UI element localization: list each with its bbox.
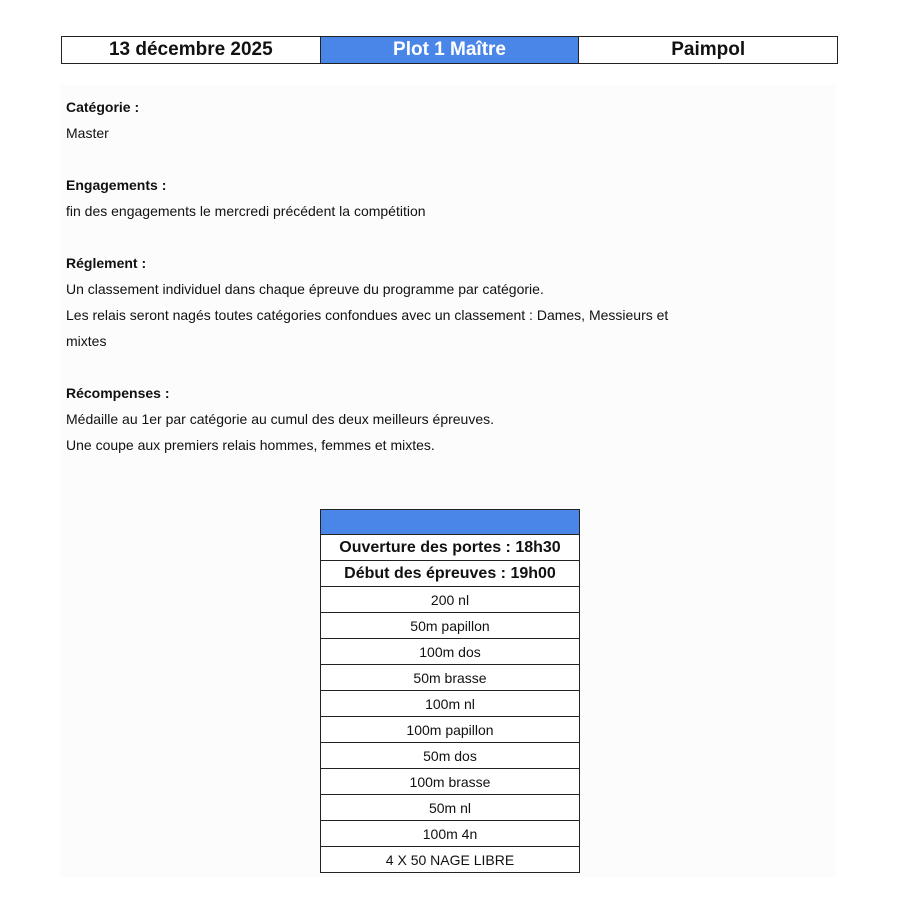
event-location: Paimpol <box>671 39 746 60</box>
section-categorie <box>66 94 766 146</box>
table-row <box>321 613 580 639</box>
event-cell: 100m papillon <box>321 717 580 743</box>
event-cell: 200 nl <box>321 587 580 613</box>
event-cell: 50m brasse <box>321 665 580 691</box>
section-reglement <box>66 250 766 354</box>
event-date: 13 décembre 2025 <box>62 37 321 63</box>
event-cell: 100m 4n <box>321 821 580 847</box>
section-recompenses <box>66 380 766 458</box>
table-row <box>321 665 580 691</box>
event-cell: 50m dos <box>321 743 580 769</box>
opening-time: Ouverture des portes : 18h30 <box>321 535 580 561</box>
schedule-row-opening <box>321 535 580 561</box>
schedule-row-start <box>321 561 580 587</box>
table-row <box>321 587 580 613</box>
info-sections <box>66 94 766 484</box>
table-row <box>321 743 580 769</box>
event-cell: 4 X 50 NAGE LIBRE <box>321 847 580 873</box>
table-row <box>321 769 580 795</box>
section-line: Les relais seront nagés toutes catégories confondues avec un classement : Dames, Messieurs et <box>66 307 669 323</box>
table-row <box>321 691 580 717</box>
section-heading: Récompenses : <box>66 385 170 401</box>
table-row <box>321 795 580 821</box>
event-cell: 100m dos <box>321 639 580 665</box>
schedule-header-cell <box>321 510 580 535</box>
schedule-table <box>320 509 580 873</box>
event-cell: 100m brasse <box>321 769 580 795</box>
table-row <box>321 717 580 743</box>
start-time: Début des épreuves : 19h00 <box>321 561 580 587</box>
section-line: Médaille au 1er par catégorie au cumul des deux meilleurs épreuves. <box>66 411 495 427</box>
event-cell: 50m papillon <box>321 613 580 639</box>
table-row <box>321 821 580 847</box>
table-row <box>321 847 580 873</box>
section-line: Un classement individuel dans chaque épreuve du programme par catégorie. <box>66 281 544 297</box>
header-bar <box>61 36 838 64</box>
event-cell: 50m nl <box>321 795 580 821</box>
event-cell: 100m nl <box>321 691 580 717</box>
schedule-header-row <box>321 510 580 535</box>
section-line: fin des engagements le mercredi précédent la compétition <box>66 203 426 219</box>
event-title: Plot 1 Maître <box>321 37 580 63</box>
section-heading: Réglement : <box>66 255 147 271</box>
section-heading: Engagements : <box>66 177 167 193</box>
section-engagements <box>66 172 766 224</box>
table-row <box>321 639 580 665</box>
section-line: mixtes <box>66 333 107 349</box>
section-line: Master <box>66 125 109 141</box>
section-line: Une coupe aux premiers relais hommes, femmes et mixtes. <box>66 437 435 453</box>
section-heading: Catégorie : <box>66 99 140 115</box>
